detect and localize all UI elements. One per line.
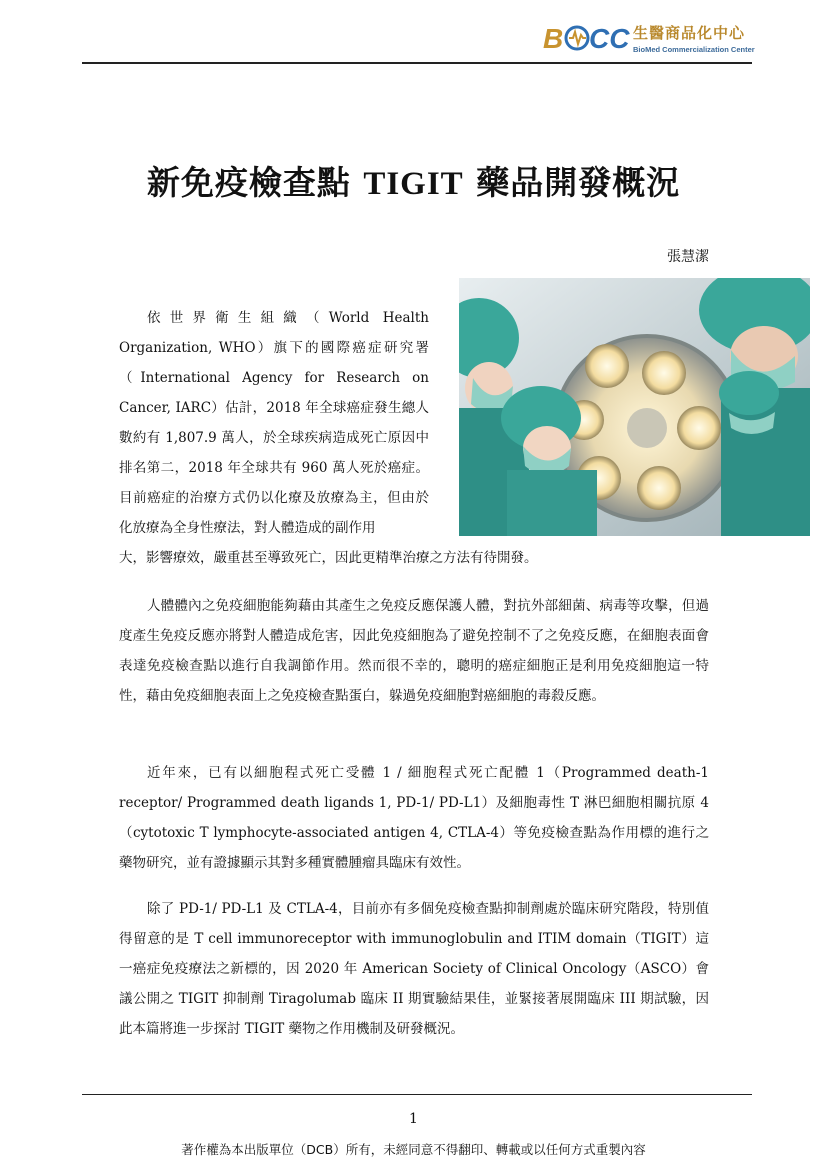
title-prefix: 新免疫檢查點 [146, 163, 351, 202]
title-suffix: 藥品開發概況 [476, 163, 681, 202]
header-rule [82, 62, 752, 64]
paragraph-1: 依世界衛生組織（World Health Organization, WHO）旗下的國際癌症研究署（International Agency for Research on Cancer, IARC）估計，2018 年全球癌症發生總人數約有 1,807.9 萬人，於全球疾病造成死亡原因中排名第二，2018 年全球共有 960 萬人死於癌症。目前癌症的治療方式仍以化療及放療為主，但由於化放療為全身性療法，對人體造成的副作用 [119, 310, 429, 536]
page-number: 1 [409, 1111, 418, 1127]
page-title [0, 157, 827, 204]
surgery-photo [459, 278, 810, 536]
paragraph-3: 近年來，已有以細胞程式死亡受體 1 / 細胞程式死亡配體 1（Programmed death-1 receptor/ Programmed death ligands 1, PD-1/ PD-L1）及細胞毒性 T 淋巴細胞相關抗原 4（cytotoxic T lymphocyte-associated antigen 4, CTLA-4）等免疫檢查點為作用標的進行之藥物研究，並有證據顯示其對多種實體腫瘤具臨床有效性。 [119, 765, 709, 871]
copyright-notice: 著作權為本出版單位（DCB）所有，未經同意不得翻印、轉載或以任何方式重製內容 [181, 1142, 646, 1157]
title-latin: TIGIT [363, 166, 464, 202]
bmcc-logo [541, 18, 755, 60]
author-name: 張慧潔 [667, 249, 709, 265]
bmcc-logo-mark [541, 18, 633, 60]
paragraph-4: 除了 PD-1/ PD-L1 及 CTLA-4，目前亦有多個免疫檢查點抑制劑處於臨床研究階段，特別值得留意的是 T cell immunoreceptor with immunoglobulin and ITIM domain（TIGIT）這一癌症免疫療法之新標的，因 2020 年 American Society of Clinical Oncology（ASCO）會議公開之 TIGIT 抑制劑 Tiragolumab 臨床 II 期實驗結果佳，並緊接著展開臨床 III 期試驗，因此本篇將進一步探討 TIGIT 藥物之作用機制及研發概況。 [119, 901, 709, 1037]
footer-rule [82, 1094, 752, 1095]
logo-english-name: BioMed Commercialization Center [633, 45, 755, 54]
paragraph-2: 人體體內之免疫細胞能夠藉由其產生之免疫反應保護人體，對抗外部細菌、病毒等攻擊，但過度產生免疫反應亦將對人體造成危害，因此免疫細胞為了避免控制不了之免疫反應，在細胞表面會表達免疫檢查點以進行自我調節作用。然而很不幸的，聰明的癌症細胞正是利用免疫細胞這一特性，藉由免疫細胞表面上之免疫檢查點蛋白，躲過免疫細胞對癌細胞的毒殺反應。 [119, 598, 709, 704]
svg-text:CC: CC [589, 23, 630, 54]
logo-chinese-name: 生醫商品化中心 [633, 24, 746, 42]
svg-text:B: B [543, 23, 564, 54]
paragraph-1-tail: 大，影響療效，嚴重甚至導致死亡，因此更精準治療之方法有待開發。 [119, 550, 538, 566]
